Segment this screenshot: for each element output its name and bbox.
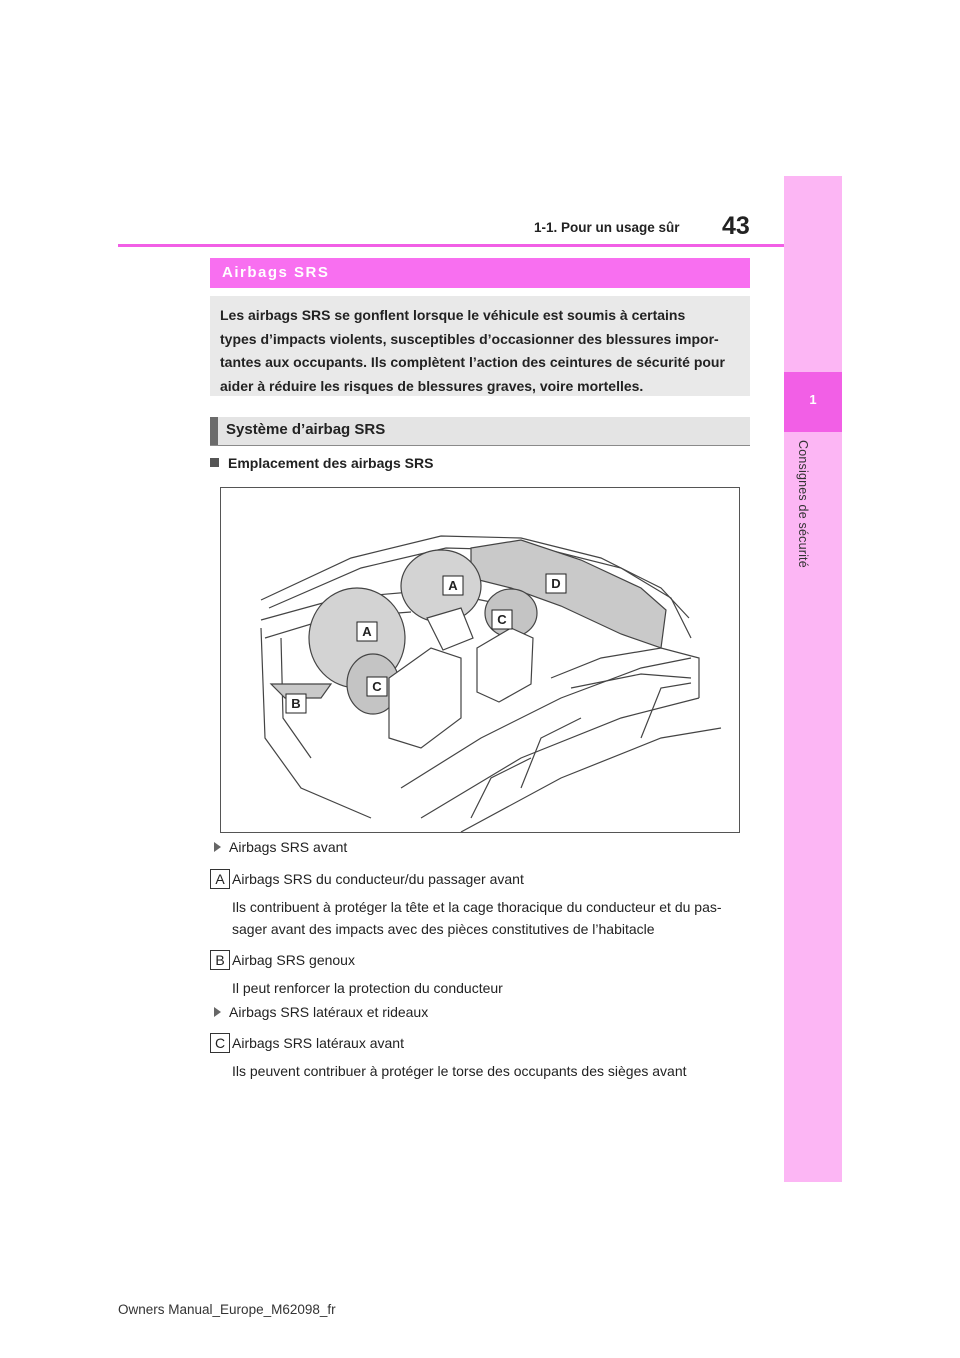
list-group-front-label: Airbags SRS avant [229,839,348,855]
bullet-heading [210,455,433,471]
triangle-bullet-icon [214,842,221,852]
intro-line: Les airbags SRS se gonflent lorsque le véhicule est soumis à certains [220,307,686,323]
list-group-front [214,839,347,855]
passenger-seat-shape [477,628,533,702]
item-c-title: Airbags SRS latéraux avant [232,1035,404,1051]
page-number: 43 [722,212,750,240]
list-group-side [214,1004,428,1020]
car-interior-illustration [221,488,739,832]
section-title: Airbags SRS [210,258,750,288]
bullet-heading-text: Emplacement des airbags SRS [228,455,434,471]
driver-seat-shape [389,648,461,748]
item-b-title: Airbag SRS genoux [232,952,355,968]
subsection-rule [210,445,750,446]
chapter-label: Consignes de sécurité [796,440,810,568]
footer-doc-id: Owners Manual_Europe_M62098_fr [118,1302,336,1317]
figure-label-a-driver: A [362,624,372,639]
passenger-airbag-shape [401,550,481,622]
item-a-description: Ils contribuent à protéger la tête et la cage thoracique du conducteur et du pas- [232,899,722,915]
subsection-title: Système d’airbag SRS [210,417,750,445]
figure-label-d-curtain: D [551,576,561,591]
figure-label-c-driver: C [372,679,382,694]
item-c-description: Ils peuvent contribuer à protéger le torse des occupants des sièges avant [232,1063,687,1079]
header-rule [118,244,784,247]
square-bullet-icon [210,458,219,467]
triangle-bullet-icon [214,1007,221,1017]
intro-line: tantes aux occupants. Ils complètent l’action des ceintures de sécurité pour [220,354,725,370]
key-b-badge: B [210,950,230,970]
key-a-badge: A [210,869,230,889]
figure-label-b-knee: B [291,696,301,711]
figure-label-c-passenger: C [497,612,507,627]
intro-line: aider à réduire les risques de blessures graves, voire mortelles. [220,377,644,394]
chapter-number: 1 [809,392,817,407]
running-head: 1-1. Pour un usage sûr [534,220,680,235]
item-b-description: Il peut renforcer la protection du conducteur [232,980,503,996]
item-a-description: sager avant des impacts avec des pièces constitutives de l’habitacle [232,921,655,937]
item-a-title: Airbags SRS du conducteur/du passager avant [232,871,524,887]
chapter-thumb-tab [784,176,842,1182]
intro-line: types d’impacts violents, susceptibles d’occasionner des blessures impor- [220,330,719,347]
figure-label-a-passenger: A [448,578,458,593]
intro-box [210,296,750,396]
key-c-badge: C [210,1033,230,1053]
list-group-side-label: Airbags SRS latéraux et rideaux [229,1004,429,1020]
airbag-location-figure [220,487,740,833]
